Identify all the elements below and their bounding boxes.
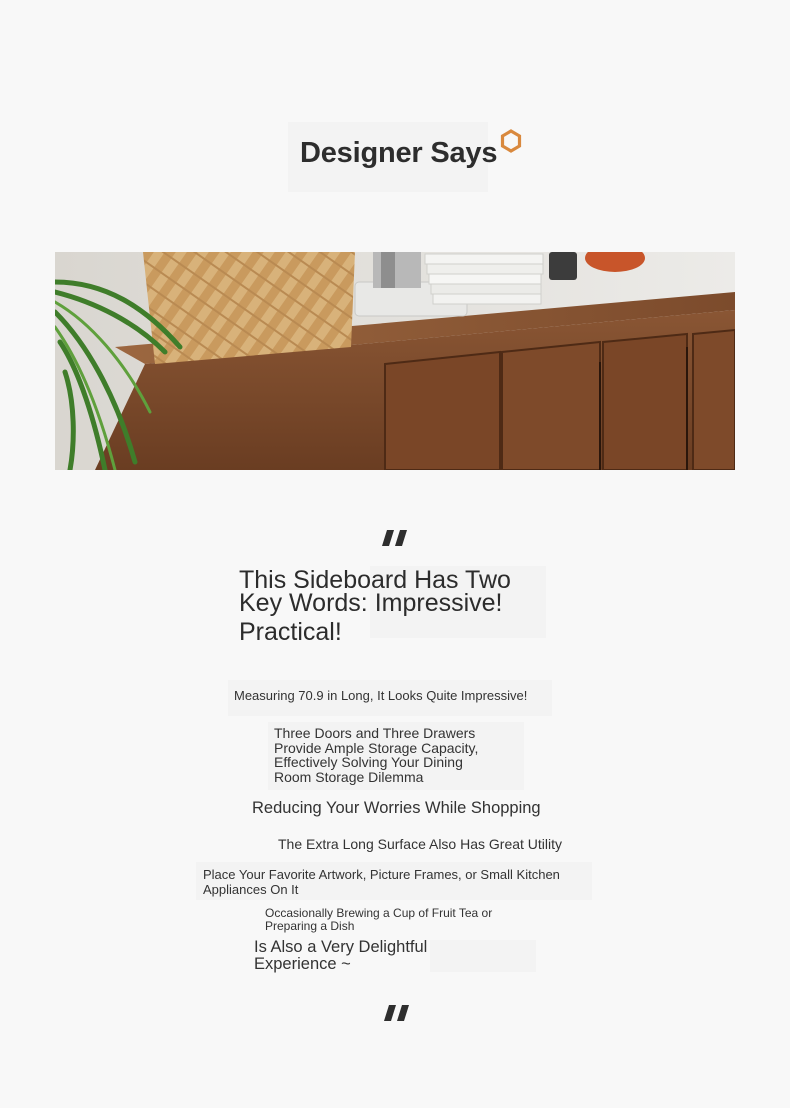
reduce-text: Reducing Your Worries While Shopping bbox=[252, 799, 541, 817]
headline-line-2: Key Words: Impressive! bbox=[239, 589, 503, 617]
doors-text: Three Doors and Three Drawers Provide Ample Storage Capacity, Effectively Solving Your Dining Room Storage Dilemma bbox=[274, 725, 479, 785]
page-title: Designer Says bbox=[300, 137, 498, 169]
delight-text: Is Also a Very Delightful Experience ~ bbox=[254, 938, 428, 973]
measure-text: Measuring 70.9 in Long, It Looks Quite Impressive! bbox=[234, 688, 528, 703]
extra-text: The Extra Long Surface Also Has Great Utility bbox=[278, 836, 563, 852]
place-text: Place Your Favorite Artwork, Picture Frames, or Small Kitchen Appliances On It bbox=[203, 867, 560, 897]
hexagon-icon bbox=[500, 129, 522, 153]
hero-image bbox=[55, 252, 735, 470]
headline-line-1: This Sideboard Has Two bbox=[239, 566, 511, 594]
headline-line-3: Practical! bbox=[239, 618, 342, 646]
quote-open-icon bbox=[381, 530, 411, 550]
occasionally-text: Occasionally Brewing a Cup of Fruit Tea or Preparing a Dish bbox=[265, 906, 493, 933]
quote-close-icon bbox=[381, 1005, 411, 1025]
headline bbox=[239, 568, 539, 645]
sideboard-photo-icon bbox=[55, 252, 735, 470]
